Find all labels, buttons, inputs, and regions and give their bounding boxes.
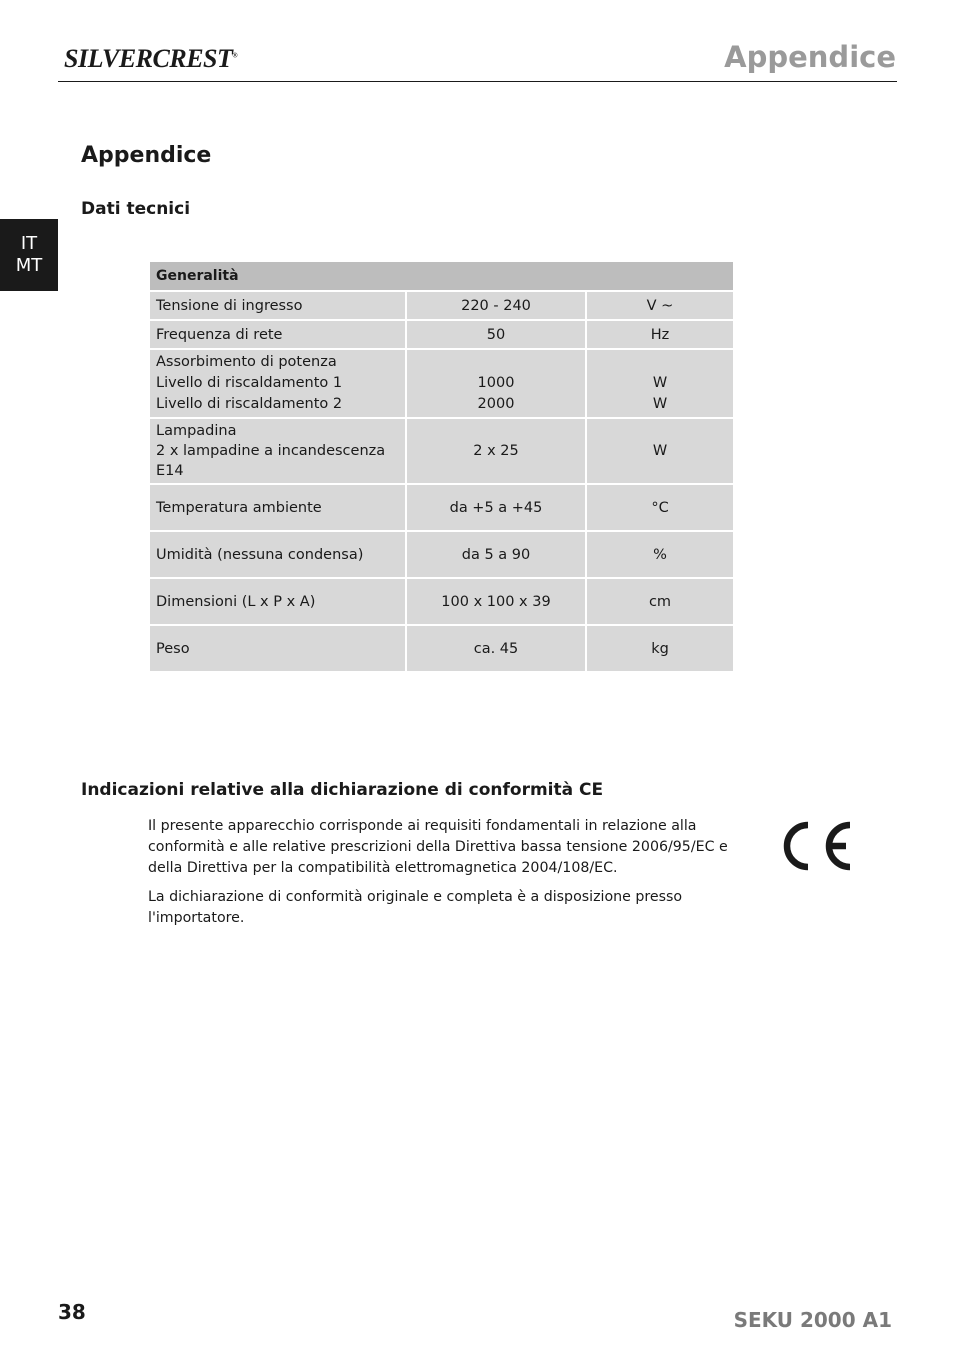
- model-name: SEKU 2000 A1: [733, 1308, 892, 1332]
- table-row: [150, 321, 733, 348]
- unit-cell: °C: [587, 485, 733, 530]
- table-row: [150, 579, 733, 624]
- unit-cell: W: [587, 419, 733, 483]
- table-row: [150, 350, 733, 417]
- param-cell: Frequenza di rete: [150, 321, 405, 348]
- table-section-header: Generalità: [150, 262, 733, 290]
- brand-logo: [64, 44, 237, 74]
- param-cell: Temperatura ambiente: [150, 485, 405, 530]
- ce-paragraph-1: Il presente apparecchio corrisponde ai requisiti fondamentali in relazione alla conformità e alle relative prescrizioni della Direttiva bassa tensione 2006/95/EC e della Direttiva per la compatibilità elettromagnetica 2004/108/EC.: [148, 818, 728, 876]
- param-cell: Dimensioni (L x P x A): [150, 579, 405, 624]
- table-row: [150, 292, 733, 319]
- language-code-mt: MT: [15, 255, 43, 276]
- value-cell: da +5 a +45: [407, 485, 585, 530]
- value-cell: 50: [407, 321, 585, 348]
- page-heading: Appendice: [81, 143, 212, 168]
- table-row: [150, 532, 733, 577]
- unit-cell: cm: [587, 579, 733, 624]
- page-number: 38: [58, 1300, 86, 1324]
- section-heading-ce: Indicazioni relative alla dichiarazione di conformità CE: [81, 780, 604, 800]
- registered-mark: ®: [232, 51, 238, 60]
- param-cell: Peso: [150, 626, 405, 671]
- param-cell: Umidità (nessuna condensa): [150, 532, 405, 577]
- table-row: [150, 485, 733, 530]
- value-cell: 2 x 25: [407, 419, 585, 483]
- header-divider: [58, 81, 897, 82]
- unit-cell: V ~: [587, 292, 733, 319]
- table-header-row: [150, 262, 733, 290]
- value-cell: ca. 45: [407, 626, 585, 671]
- value-cell: 220 - 240: [407, 292, 585, 319]
- tech-data-table: [148, 260, 735, 673]
- param-cell: Tensione di ingresso: [150, 292, 405, 319]
- ce-paragraph-2: La dichiarazione di conformità originale e completa è a disposizione presso l'importatore.: [148, 889, 683, 926]
- unit-cell: kg: [587, 626, 733, 671]
- value-cell: 100 x 100 x 39: [407, 579, 585, 624]
- value-cell: da 5 a 90: [407, 532, 585, 577]
- value-cell: 1000 2000: [407, 350, 585, 417]
- language-tab: [0, 219, 58, 291]
- unit-cell: Hz: [587, 321, 733, 348]
- table-row: [150, 419, 733, 483]
- header-title: Appendice: [724, 40, 896, 74]
- language-code-it: IT: [20, 233, 38, 254]
- param-cell: Assorbimento di potenza Livello di riscaldamento 1 Livello di riscaldamento 2: [150, 350, 405, 417]
- table-row: [150, 626, 733, 671]
- unit-cell: W W: [587, 350, 733, 417]
- section-heading-tech-data: Dati tecnici: [81, 199, 191, 219]
- unit-cell: %: [587, 532, 733, 577]
- brand-name: SILVERCREST: [64, 44, 233, 73]
- ce-mark-icon: [778, 818, 854, 878]
- param-cell: Lampadina 2 x lampadine a incandescenza E14: [150, 419, 405, 483]
